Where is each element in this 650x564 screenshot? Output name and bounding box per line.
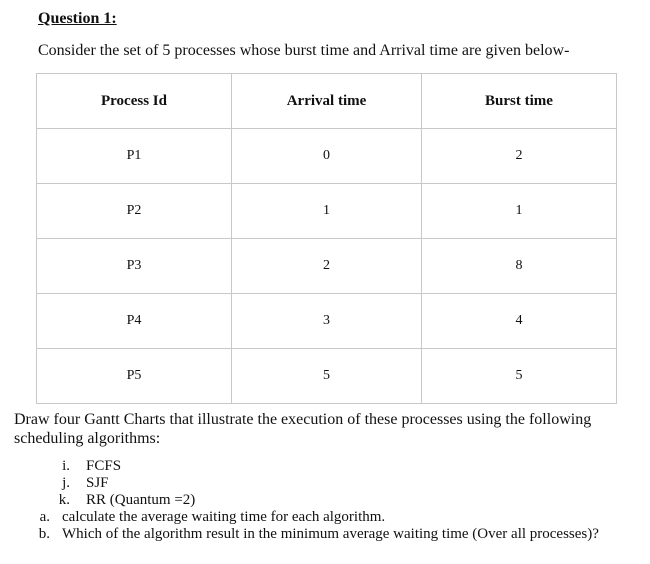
process-id-cell: P2 [37,184,232,239]
list-item [0,458,650,475]
burst-time-cell: 8 [422,239,617,294]
instruction-text: Draw four Gantt Charts that illustrate the execution of these processes using the following scheduling algorithms: [14,411,592,447]
task-minimum-waiting: Which of the algorithm result in the minimum average waiting time (Over all processes)? [62,526,599,542]
list-marker: i. [62,458,70,474]
burst-time-cell: 1 [422,184,617,239]
arrival-time-cell: 0 [232,129,422,184]
list-marker: k. [58,492,70,508]
table-row [37,349,617,404]
header-arrival-time: Arrival time [232,74,422,129]
arrival-time-cell: 3 [232,294,422,349]
question-list [0,458,650,543]
arrival-time-cell: 2 [232,239,422,294]
burst-time-cell: 4 [422,294,617,349]
list-marker: j. [62,475,70,491]
header-burst-time: Burst time [422,74,617,129]
list-item [0,475,650,492]
list-marker: b. [38,526,50,542]
burst-time-cell: 5 [422,349,617,404]
table-header-row [37,74,617,129]
intro-text: Consider the set of 5 processes whose burst time and Arrival time are given below- [38,42,570,59]
list-item [0,509,650,526]
algorithm-sjf: SJF [86,475,109,491]
algorithm-rr: RR (Quantum =2) [86,492,196,508]
algorithm-fcfs: FCFS [86,458,122,474]
table-row [37,239,617,294]
arrival-time-cell: 1 [232,184,422,239]
process-table [36,73,617,404]
list-item [0,526,650,543]
question-heading: Question 1: [38,10,117,27]
process-id-cell: P4 [37,294,232,349]
process-id-cell: P3 [37,239,232,294]
list-item [0,492,650,509]
burst-time-cell: 2 [422,129,617,184]
header-process-id: Process Id [37,74,232,129]
list-marker: a. [39,509,50,525]
arrival-time-cell: 5 [232,349,422,404]
table-row [37,294,617,349]
table-row [37,184,617,239]
process-id-cell: P1 [37,129,232,184]
process-id-cell: P5 [37,349,232,404]
table-row [37,129,617,184]
task-average-waiting: calculate the average waiting time for each algorithm. [62,509,386,525]
